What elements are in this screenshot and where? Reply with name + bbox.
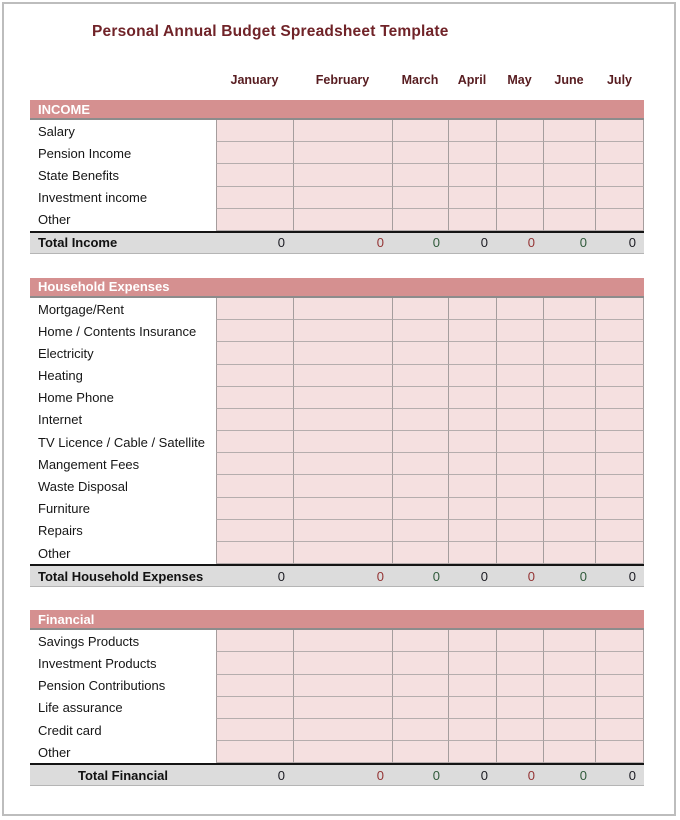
total-value-cell: 0 (277, 767, 285, 783)
row-label: Pension Income (30, 142, 216, 164)
row-label: Life assurance (30, 697, 216, 719)
row-label: Home Phone (30, 387, 216, 409)
spreadsheet-cell[interactable] (448, 697, 496, 719)
spreadsheet-cell[interactable] (595, 697, 644, 719)
table-row (30, 719, 644, 741)
spreadsheet-cell[interactable] (293, 120, 392, 142)
spreadsheet-cell[interactable] (496, 475, 543, 497)
section-gap (30, 254, 644, 278)
table-row (30, 120, 644, 142)
spreadsheet-cell[interactable] (595, 365, 644, 387)
total-value-cell: 0 (480, 568, 488, 584)
spreadsheet-cell[interactable] (392, 431, 448, 453)
spreadsheet-cell[interactable] (448, 298, 496, 320)
spreadsheet-cell[interactable] (293, 342, 392, 364)
spreadsheet-cell[interactable] (392, 209, 448, 231)
spreadsheet-cell[interactable] (496, 342, 543, 364)
spreadsheet-cell[interactable] (595, 741, 644, 763)
spreadsheet-cell[interactable] (595, 342, 644, 364)
spreadsheet-cell[interactable] (392, 652, 448, 674)
spreadsheet-cell[interactable] (595, 431, 644, 453)
spreadsheet-cell[interactable] (595, 542, 644, 564)
sections-container (30, 100, 644, 786)
spreadsheet-cell[interactable] (448, 409, 496, 431)
total-value-cell: 0 (432, 767, 440, 783)
spreadsheet-cell[interactable] (496, 142, 543, 164)
spreadsheet-cell[interactable] (496, 520, 543, 542)
spreadsheet-cell[interactable] (448, 342, 496, 364)
spreadsheet-cell[interactable] (293, 719, 392, 741)
total-value-cell: 0 (277, 568, 285, 584)
spreadsheet-cell[interactable] (543, 453, 595, 475)
row-label: Waste Disposal (30, 475, 216, 497)
spreadsheet-cell[interactable] (392, 409, 448, 431)
row-label: Other (30, 741, 216, 763)
section-header-bar: INCOME (30, 100, 644, 120)
spreadsheet-cell[interactable] (216, 365, 293, 387)
spreadsheet-cell[interactable] (216, 475, 293, 497)
spreadsheet-cell[interactable] (496, 365, 543, 387)
section-income (30, 100, 644, 254)
spreadsheet-cell[interactable] (448, 164, 496, 186)
spreadsheet-cell[interactable] (448, 453, 496, 475)
spreadsheet-cell[interactable] (392, 542, 448, 564)
total-value-cell: 0 (527, 235, 535, 251)
spreadsheet-cell[interactable] (595, 409, 644, 431)
spreadsheet-cell[interactable] (216, 409, 293, 431)
spreadsheet-cell[interactable] (216, 719, 293, 741)
table-row (30, 387, 644, 409)
row-label: TV Licence / Cable / Satellite (30, 431, 216, 453)
spreadsheet-cell[interactable] (448, 431, 496, 453)
spreadsheet-cell[interactable] (595, 387, 644, 409)
spreadsheet-cell[interactable] (448, 719, 496, 741)
spreadsheet-cell[interactable] (392, 453, 448, 475)
row-label: Salary (30, 120, 216, 142)
spreadsheet-cell[interactable] (595, 675, 644, 697)
spreadsheet-cell[interactable] (216, 498, 293, 520)
spreadsheet-cell[interactable] (293, 409, 392, 431)
spreadsheet-cell[interactable] (293, 387, 392, 409)
spreadsheet-cell[interactable] (595, 498, 644, 520)
page-title: Personal Annual Budget Spreadsheet Template (92, 23, 449, 40)
spreadsheet-cell[interactable] (392, 342, 448, 364)
spreadsheet-cell[interactable] (543, 142, 595, 164)
row-label: State Benefits (30, 164, 216, 186)
spreadsheet-cell[interactable] (543, 697, 595, 719)
spreadsheet-cell[interactable] (448, 520, 496, 542)
spreadsheet-cell[interactable] (543, 542, 595, 564)
spreadsheet-cell[interactable] (448, 542, 496, 564)
spreadsheet-cell[interactable] (448, 675, 496, 697)
month-header-july: July (606, 73, 632, 87)
spreadsheet-cell[interactable] (216, 652, 293, 674)
row-label: Other (30, 209, 216, 231)
spreadsheet-cell[interactable] (392, 365, 448, 387)
spreadsheet-cell[interactable] (293, 164, 392, 186)
spreadsheet-cell[interactable] (392, 187, 448, 209)
total-value-cell: 0 (527, 767, 535, 783)
spreadsheet-cell[interactable] (392, 498, 448, 520)
table-row (30, 498, 644, 520)
spreadsheet-cell[interactable] (293, 298, 392, 320)
spreadsheet-cell[interactable] (216, 453, 293, 475)
section-financial (30, 610, 644, 786)
spreadsheet-cell[interactable] (496, 542, 543, 564)
spreadsheet-cell[interactable] (496, 409, 543, 431)
total-value-cell: 0 (277, 235, 285, 251)
spreadsheet-cell[interactable] (392, 320, 448, 342)
table-row (30, 542, 644, 564)
table-row (30, 365, 644, 387)
spreadsheet-cell[interactable] (496, 209, 543, 231)
total-value-cell: 0 (432, 568, 440, 584)
total-value-cell: 0 (628, 767, 636, 783)
spreadsheet-cell[interactable] (392, 298, 448, 320)
spreadsheet-cell[interactable] (543, 652, 595, 674)
total-value-cell: 0 (527, 568, 535, 584)
month-header-january: January (230, 73, 279, 87)
table-row (30, 164, 644, 186)
spreadsheet-cell[interactable] (595, 652, 644, 674)
total-row (30, 763, 644, 786)
spreadsheet-cell[interactable] (496, 697, 543, 719)
row-label: Investment Products (30, 652, 216, 674)
total-value-cell: 0 (480, 235, 488, 251)
section-household-expenses (30, 278, 644, 587)
spreadsheet-cell[interactable] (216, 342, 293, 364)
total-value-cell: 0 (579, 235, 587, 251)
spreadsheet-cell[interactable] (448, 187, 496, 209)
spreadsheet-cell[interactable] (543, 387, 595, 409)
table-row (30, 431, 644, 453)
spreadsheet-cell[interactable] (496, 320, 543, 342)
spreadsheet-cell[interactable] (216, 187, 293, 209)
spreadsheet-cell[interactable] (392, 164, 448, 186)
spreadsheet-cell[interactable] (448, 652, 496, 674)
spreadsheet-cell[interactable] (543, 120, 595, 142)
total-row (30, 231, 644, 254)
spreadsheet-cell[interactable] (543, 675, 595, 697)
spreadsheet-cell[interactable] (543, 187, 595, 209)
table-row (30, 298, 644, 320)
spreadsheet-cell[interactable] (595, 120, 644, 142)
spreadsheet-cell[interactable] (216, 387, 293, 409)
table-row (30, 697, 644, 719)
table-row (30, 320, 644, 342)
total-value-cell: 0 (628, 568, 636, 584)
months-header-row (30, 70, 644, 90)
month-header-may: May (507, 73, 532, 87)
spreadsheet-cell[interactable] (448, 120, 496, 142)
row-label: Mangement Fees (30, 453, 216, 475)
row-label: Pension Contributions (30, 675, 216, 697)
row-label: Other (30, 542, 216, 564)
spreadsheet-cell[interactable] (392, 697, 448, 719)
spreadsheet-cell[interactable] (543, 719, 595, 741)
spreadsheet-cell[interactable] (216, 741, 293, 763)
total-value-cell: 0 (376, 568, 384, 584)
spreadsheet-cell[interactable] (496, 298, 543, 320)
spreadsheet-cell[interactable] (595, 142, 644, 164)
total-row-label: Total Income (38, 235, 118, 251)
spreadsheet-cell[interactable] (216, 431, 293, 453)
spreadsheet-cell[interactable] (216, 320, 293, 342)
spreadsheet-cell[interactable] (293, 320, 392, 342)
spreadsheet-cell[interactable] (293, 475, 392, 497)
spreadsheet-cell[interactable] (216, 164, 293, 186)
spreadsheet-cell[interactable] (392, 120, 448, 142)
spreadsheet-cell[interactable] (293, 741, 392, 763)
spreadsheet-cell[interactable] (595, 320, 644, 342)
spreadsheet-cell[interactable] (543, 342, 595, 364)
spreadsheet-cell[interactable] (496, 741, 543, 763)
spreadsheet-cell[interactable] (543, 164, 595, 186)
spreadsheet-cell[interactable] (595, 475, 644, 497)
spreadsheet-cell[interactable] (595, 719, 644, 741)
total-row-label: Total Financial (77, 767, 169, 783)
section-header-bar: Household Expenses (30, 278, 644, 298)
spreadsheet-cell[interactable] (595, 209, 644, 231)
spreadsheet-cell[interactable] (448, 630, 496, 652)
table-row (30, 630, 644, 652)
spreadsheet-cell[interactable] (293, 652, 392, 674)
total-value-cell: 0 (579, 568, 587, 584)
spreadsheet-cell[interactable] (543, 209, 595, 231)
spreadsheet-cell[interactable] (448, 320, 496, 342)
spreadsheet-cell[interactable] (293, 453, 392, 475)
row-label: Home / Contents Insurance (30, 320, 216, 342)
spreadsheet-cell[interactable] (293, 142, 392, 164)
spreadsheet-cell[interactable] (595, 453, 644, 475)
spreadsheet-cell[interactable] (496, 453, 543, 475)
spreadsheet-cell[interactable] (392, 741, 448, 763)
spreadsheet-cell[interactable] (543, 320, 595, 342)
spreadsheet-cell[interactable] (392, 719, 448, 741)
total-row (30, 564, 644, 587)
table-row (30, 652, 644, 674)
spreadsheet-cell[interactable] (496, 187, 543, 209)
table-row (30, 187, 644, 209)
spreadsheet-cell[interactable] (496, 675, 543, 697)
total-value-cell: 0 (376, 767, 384, 783)
spreadsheet-cell[interactable] (392, 142, 448, 164)
table-row (30, 342, 644, 364)
table-row (30, 675, 644, 697)
spreadsheet-cell[interactable] (448, 365, 496, 387)
spreadsheet-cell[interactable] (543, 630, 595, 652)
spreadsheet-cell[interactable] (293, 209, 392, 231)
spreadsheet-cell[interactable] (496, 630, 543, 652)
spreadsheet-cell[interactable] (392, 675, 448, 697)
month-header-april: April (457, 73, 487, 87)
row-label: Mortgage/Rent (30, 298, 216, 320)
total-value-cell: 0 (432, 235, 440, 251)
spreadsheet-cell[interactable] (216, 298, 293, 320)
budget-table (30, 70, 644, 786)
spreadsheet-cell[interactable] (293, 542, 392, 564)
spreadsheet-cell[interactable] (216, 630, 293, 652)
spreadsheet-cell[interactable] (448, 387, 496, 409)
month-header-march: March (401, 73, 439, 87)
section-gap (30, 587, 644, 610)
row-label: Investment income (30, 187, 216, 209)
spreadsheet-cell[interactable] (496, 164, 543, 186)
spreadsheet-cell[interactable] (293, 697, 392, 719)
spreadsheet-cell[interactable] (216, 209, 293, 231)
row-label: Credit card (30, 719, 216, 741)
month-header-june: June (554, 73, 584, 87)
spreadsheet-cell[interactable] (448, 498, 496, 520)
spreadsheet-cell[interactable] (216, 120, 293, 142)
month-header-february: February (315, 73, 370, 87)
spreadsheet-cell[interactable] (496, 652, 543, 674)
spreadsheet-cell[interactable] (543, 409, 595, 431)
spreadsheet-cell[interactable] (595, 187, 644, 209)
spreadsheet-cell[interactable] (392, 387, 448, 409)
table-row (30, 475, 644, 497)
spreadsheet-cell[interactable] (543, 520, 595, 542)
row-label: Repairs (30, 520, 216, 542)
table-row (30, 209, 644, 231)
spreadsheet-cell[interactable] (216, 542, 293, 564)
spreadsheet-cell[interactable] (595, 164, 644, 186)
spreadsheet-cell[interactable] (448, 142, 496, 164)
spreadsheet-cell[interactable] (595, 298, 644, 320)
table-row (30, 142, 644, 164)
spreadsheet-cell[interactable] (293, 365, 392, 387)
total-value-cell: 0 (480, 767, 488, 783)
spreadsheet-cell[interactable] (392, 630, 448, 652)
spreadsheet-cell[interactable] (496, 431, 543, 453)
row-label: Electricity (30, 342, 216, 364)
spreadsheet-cell[interactable] (496, 498, 543, 520)
row-label: Internet (30, 409, 216, 431)
spreadsheet-cell[interactable] (216, 675, 293, 697)
spreadsheet-cell[interactable] (543, 431, 595, 453)
spreadsheet-cell[interactable] (595, 520, 644, 542)
row-label: Savings Products (30, 630, 216, 652)
spreadsheet-cell[interactable] (448, 209, 496, 231)
spreadsheet-cell[interactable] (496, 719, 543, 741)
spreadsheet-cell[interactable] (496, 387, 543, 409)
table-row (30, 409, 644, 431)
spreadsheet-cell[interactable] (595, 630, 644, 652)
table-row (30, 741, 644, 763)
spreadsheet-cell[interactable] (543, 298, 595, 320)
spreadsheet-cell[interactable] (293, 431, 392, 453)
spreadsheet-cell[interactable] (293, 520, 392, 542)
spreadsheet-cell[interactable] (543, 741, 595, 763)
total-row-label: Total Household Expenses (38, 568, 204, 584)
table-row (30, 520, 644, 542)
spreadsheet-cell[interactable] (293, 187, 392, 209)
spreadsheet-cell[interactable] (496, 120, 543, 142)
row-label: Furniture (30, 498, 216, 520)
section-header-bar: Financial (30, 610, 644, 630)
spreadsheet-cell[interactable] (543, 365, 595, 387)
spreadsheet-cell[interactable] (448, 741, 496, 763)
spreadsheet-cell[interactable] (293, 630, 392, 652)
spreadsheet-cell[interactable] (293, 498, 392, 520)
total-value-cell: 0 (376, 235, 384, 251)
spreadsheet-cell[interactable] (216, 520, 293, 542)
spreadsheet-cell[interactable] (216, 697, 293, 719)
total-value-cell: 0 (628, 235, 636, 251)
spreadsheet-cell[interactable] (543, 475, 595, 497)
spreadsheet-cell[interactable] (448, 475, 496, 497)
table-row (30, 453, 644, 475)
row-label: Heating (30, 365, 216, 387)
spreadsheet-cell[interactable] (543, 498, 595, 520)
spreadsheet-cell[interactable] (392, 520, 448, 542)
spreadsheet-cell[interactable] (216, 142, 293, 164)
total-value-cell: 0 (579, 767, 587, 783)
spreadsheet-cell[interactable] (392, 475, 448, 497)
spreadsheet-cell[interactable] (293, 675, 392, 697)
